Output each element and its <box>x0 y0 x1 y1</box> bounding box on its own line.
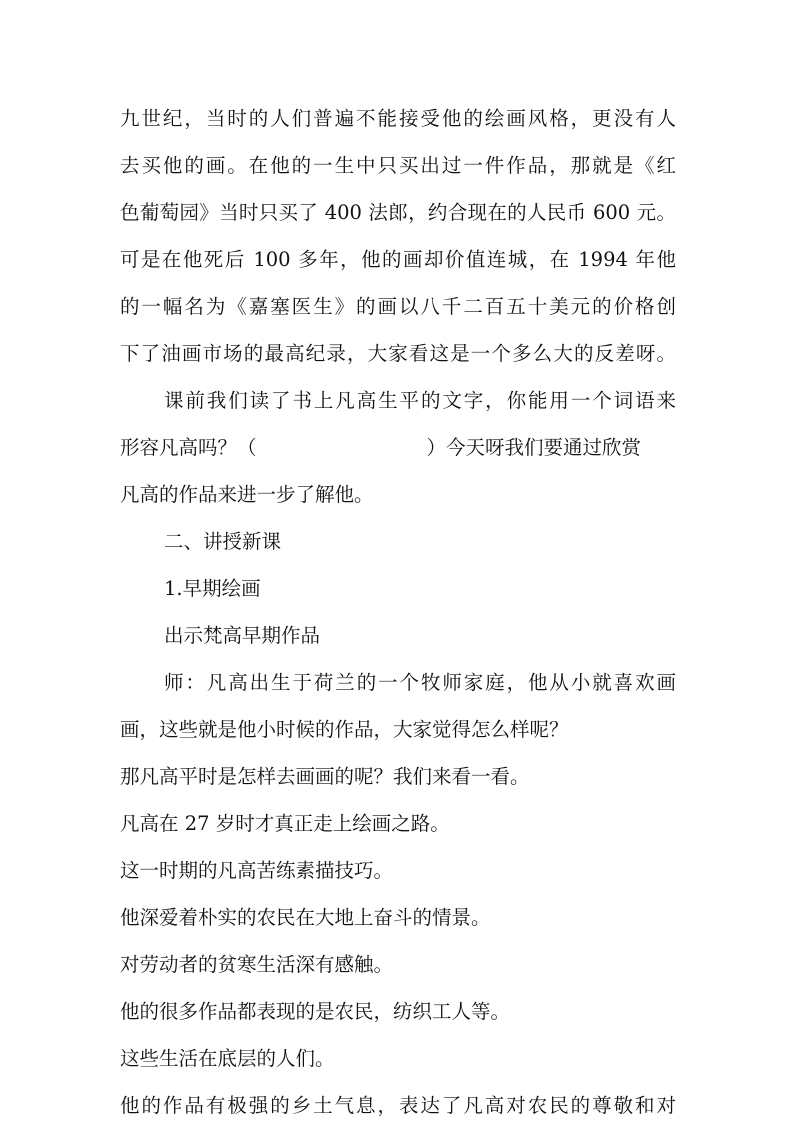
subsection-heading: 1.早期绘画 <box>164 577 261 600</box>
question-text-after: ）今天呀我们要通过欣赏 <box>426 436 642 459</box>
paragraph-line: 色葡萄园》当时只买了 400 法郎，约合现在的人民币 600 元。 <box>120 201 676 224</box>
show-works-line: 出示梵高早期作品 <box>164 624 321 647</box>
paragraph-line: 可是在他死后 100 多年，他的画却价值连城，在 1994 年他 <box>120 248 676 271</box>
list-line: 凡高在 27 岁时才真正走上绘画之路。 <box>120 812 450 835</box>
paragraph-line: 九世纪，当时的人们普遍不能接受他的绘画风格，更没有人 <box>120 107 676 130</box>
paragraph-line: 他的作品有极强的乡土气息，表达了凡高对农民的尊敬和对 <box>120 1094 676 1117</box>
question-line: 课前我们读了书上凡高生平的文字，你能用一个词语来 <box>164 389 676 412</box>
document-body <box>120 95 676 1129</box>
question-text-before: 形容凡高吗？（ <box>120 436 257 459</box>
paragraph-line: 的一幅名为《嘉塞医生》的画以八千二百五十美元的价格创 <box>120 295 676 318</box>
list-line: 对劳动者的贫寒生活深有感触。 <box>120 953 394 976</box>
question-line-with-blank <box>120 424 676 471</box>
teacher-line: 师：凡高出生于荷兰的一个牧师家庭，他从小就喜欢画 <box>164 671 676 694</box>
question-line: 凡高的作品来进一步了解他。 <box>120 483 374 506</box>
list-line: 这些生活在底层的人们。 <box>120 1047 335 1070</box>
list-line: 他深爱着朴实的农民在大地上奋斗的情景。 <box>120 906 491 929</box>
paragraph-line: 去买他的画。在他的一生中只买出过一件作品，那就是《红 <box>120 154 676 177</box>
paragraph-line: 下了油画市场的最高纪录，大家看这是一个多么大的反差呀。 <box>120 342 676 365</box>
section-heading: 二、讲授新课 <box>164 530 282 553</box>
teacher-line: 画，这些就是他小时候的作品，大家觉得怎么样呢？ <box>120 718 569 741</box>
list-line: 这一时期的凡高苦练素描技巧。 <box>120 859 394 882</box>
list-line: 他的很多作品都表现的是农民，纺织工人等。 <box>120 1000 511 1023</box>
list-line: 那凡高平时是怎样去画画的呢？我们来看一看。 <box>120 765 530 788</box>
